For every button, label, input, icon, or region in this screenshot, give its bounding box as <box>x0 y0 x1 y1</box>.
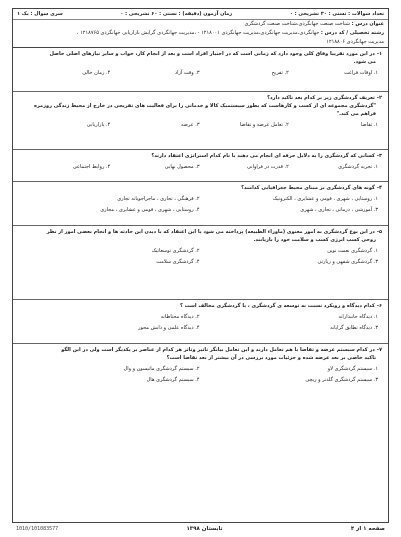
option-1[interactable]: ۱. گردشگری نعمت نوین <box>327 248 378 254</box>
question-6 <box>13 300 388 344</box>
option-1[interactable]: ۱. اوقات فراغت <box>344 70 378 76</box>
course-label: عنوان درس : <box>351 21 384 27</box>
question-number: ۶- <box>376 303 382 309</box>
options-grid <box>17 195 382 214</box>
option-1[interactable]: ۱. تقاضا <box>360 122 378 128</box>
option-1[interactable]: ۱. سیستم گردشگری لاو <box>327 366 378 372</box>
option-3[interactable]: ۳. عرضه <box>180 122 200 128</box>
question-text: ۷-در کدام سیستم عرضه و تقاضا با هم تعامل دارند و این تعامل بیانگر تاثیر وتاثر هر کدام از عناصر بر یکدیگر است ولی در این الگو <box>61 347 382 353</box>
options-grid <box>17 313 382 332</box>
page-footer <box>12 523 389 534</box>
option-4[interactable]: ۴. بازاریابی <box>86 122 111 128</box>
option-3[interactable]: ۳. دیدگاه تطابق گرایانه <box>330 325 378 331</box>
question-7 <box>13 344 388 400</box>
question-text-continued: می شود. <box>353 59 376 65</box>
option-3[interactable]: ۳. سیستم گردشگری گلدنر و ریچی <box>305 377 378 383</box>
options-grid <box>17 247 382 266</box>
page-number: صفحه ۱ از ۴ <box>350 525 385 532</box>
question-number: ۳- <box>376 153 382 159</box>
question-2 <box>13 92 388 150</box>
option-1[interactable]: ۱. دیدگاه جانبدارانه <box>338 314 378 320</box>
option-4[interactable]: ۴. سیستم گردشگری هال <box>146 377 200 383</box>
option-3[interactable]: ۳. آموزشی ، درمانی ، تجاری ، شهری <box>300 207 378 213</box>
question-text-continued: روحی کسب انرژی کسب و سلامت خود را بازیابند. <box>253 237 376 243</box>
question-number: ۱- <box>376 51 382 57</box>
question-5 <box>13 226 388 300</box>
question-number: ۷- <box>376 347 382 353</box>
question-text: ۱-در این مورد تقریبا وفاق کلی وجود دارد که زمانی است که در اختیار افراد است و بعد از انجام کار، خواب و سایر نیازهای اصلی حاصل <box>49 51 382 57</box>
exam-frame <box>12 8 389 523</box>
option-2[interactable]: ۲. تفریح <box>271 70 289 76</box>
options-row <box>17 69 382 77</box>
exam-time: زمان آزمون (دقیقه) : تستی : ۶۰ تشریحی : ۰ <box>120 11 233 17</box>
exam-term: تابستان ۱۳۹۸ <box>186 525 223 532</box>
question-count: تعداد سوالات : تستی : ۳۰ تشریحی : ۰ <box>289 11 384 17</box>
option-2[interactable]: ۲. دیدگاه محتاطانه <box>160 314 200 320</box>
field-label: رشته تحصیلی / کد درس : <box>320 30 384 36</box>
question-text: ۵-در این نوع گردشگری به امور معنوی (ماوراء الطبیعه) پرداخته می شود یا این اعتقاد که با دیدن این حادثه ها و انجام بعضی امور از نظر <box>46 229 382 235</box>
options-grid <box>17 365 382 384</box>
option-4[interactable]: ۴. گردشگری سلامت <box>156 259 200 265</box>
question-text: ۳-کسانی که گردشگری را به دلایل حرفه ای انجام می دهند با نام کدام استراتژی اعتقاد دارند؟ <box>151 153 382 159</box>
option-1[interactable]: ۱. روستایی ، شهری ، فومی و عشایری ، الکترونیک <box>272 196 378 202</box>
option-4[interactable]: ۴. زمان خالی <box>82 70 111 76</box>
option-3[interactable]: ۳. وقت آزاد <box>174 70 200 76</box>
question-text-continued: "گردشگری مجموعه ای از کسب و کارهاست که بطور سیستمیک کالا و خدماتی را برای فعالیت های تفریحی در خارج از محیط زندگی روزمره فراهم می کند." <box>33 103 376 117</box>
question-3 <box>13 150 388 182</box>
options-row <box>17 163 382 171</box>
question-text-continued: تاکید خاصی بر بعد عرضه شده و جزئیات مورد بررسی در آن بیشتر از بعد تقاضا است؟ <box>166 355 376 361</box>
field-line-2 <box>13 38 388 47</box>
field-line <box>13 29 388 38</box>
question-4 <box>13 182 388 226</box>
option-2[interactable]: ۲. قدرت در فراوانی <box>247 164 289 170</box>
option-1[interactable]: ۱. تجربه گردشگری <box>338 164 378 170</box>
field-value-2: مدیریت جهانگردی ۱۲۱۸۸۰۶ <box>326 39 384 45</box>
option-2[interactable]: ۲. فرهنگی ، تجاری ، ماجراجویانه تجاری <box>117 196 200 202</box>
options-row <box>17 121 382 129</box>
header-info-row <box>13 9 388 20</box>
option-2[interactable]: ۲. گردشگری توسعاتیک <box>151 248 200 254</box>
option-2[interactable]: ۲. تعامل عرضه و تقاضا <box>240 122 289 128</box>
option-4[interactable]: ۴. روابط اجتماعی <box>72 164 111 170</box>
option-3[interactable]: ۳. گردشگری شفهی و زیارتی <box>317 259 378 265</box>
field-value: جهانگردی،مدیریت جهانگردی،مدیریت جهانگردی ۱۲۱۸۰۰۱ - ،مدیریت جهانگردی گرایش بازاریابی جهانگردی ۱۲۱۸۷۶۵ ، <box>76 30 320 36</box>
question-number: ۲- <box>376 95 382 101</box>
question-text: ۲-تعریف گردشگری زیر بر کدام بعد تاکید دارد؟ <box>267 95 382 101</box>
question-text: ۶-کدام دیدگاه و رویکرد نسبت به توسعه ی گردشگری ، با گردشگری مخالف است ؟ <box>180 303 382 309</box>
exam-code: 1010/101083577 <box>16 525 59 532</box>
question-series: سری سوال : یک ۱ <box>17 11 63 17</box>
question-text: ۴-گونه های گردشگری بر مبنای محیط جغرافیایی کدامند؟ <box>241 185 382 191</box>
option-4[interactable]: ۴. روستایی ، شهری ، فومی و عشایری ، مجازی <box>100 207 200 213</box>
option-3[interactable]: ۳. محصول نهایی <box>164 164 200 170</box>
option-2[interactable]: ۲. سیستم گردشگری ماتیسون و وال <box>123 366 200 372</box>
question-number: ۵- <box>376 229 382 235</box>
course-value: شناخت صنعت جهانگردی،شناخت صنعت گردشگری <box>244 21 350 27</box>
course-title-line <box>13 20 388 29</box>
exam-header <box>13 9 388 48</box>
question-number: ۴- <box>376 185 382 191</box>
option-4[interactable]: ۴. دیدگاه علمی و دانش محور <box>138 325 200 331</box>
question-1 <box>13 48 388 92</box>
